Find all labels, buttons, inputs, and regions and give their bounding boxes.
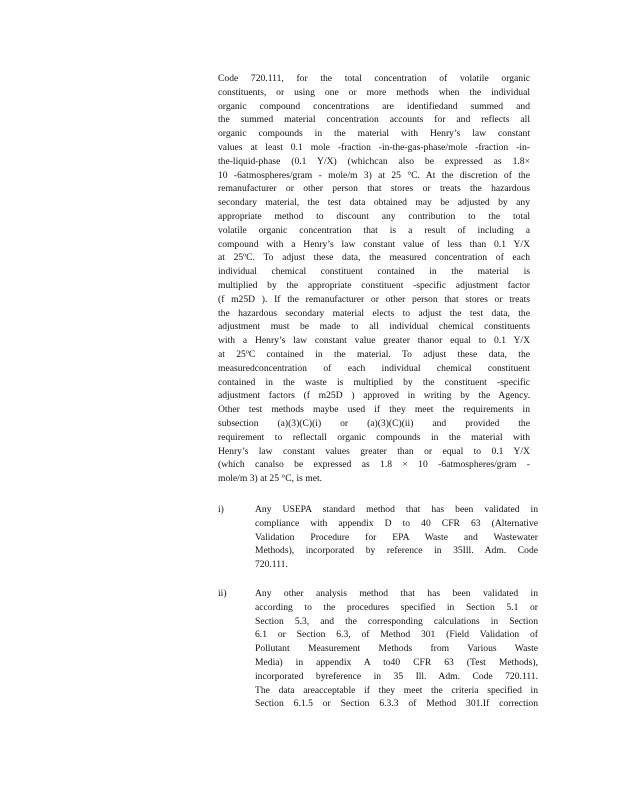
item-line: Section 5.3, and the corresponding calculations in Section (255, 615, 538, 627)
paragraph-line: Other test methods maybe used if they meet the requirements in (218, 404, 530, 416)
paragraph-line: constituents, or using one or more methods when the individual (218, 86, 530, 98)
paragraph-line: at 25ºC. To adjust these data, the measured concentration of each (218, 252, 530, 264)
item-line: Validation Procedure for EPA Waste and Wastewater (255, 531, 538, 543)
list-item-marker: i) (218, 504, 224, 515)
paragraph-line: Henry’s law constant values greater than or equal to 0.1 Y/X (218, 445, 530, 457)
paragraph-line: contained in the waste is multiplied by the constituent -specific (218, 376, 530, 388)
item-line: Any other analysis method that has been validated in (255, 588, 538, 599)
paragraph-line: the summed material concentration accounts for and reflects all (218, 114, 530, 126)
item-line: 720.111. (255, 559, 288, 571)
paragraph-line: multiplied by the appropriate constituent -specific adjustment factor (218, 279, 530, 291)
item-line: Media) in appendix A to40 CFR 63 (Test Methods), (255, 656, 538, 668)
paragraph-line: adjustment factors (f m25D ) approved in writing by the Agency. (218, 390, 530, 402)
item-line: according to the procedures specified in Section 5.1 or (255, 601, 538, 613)
paragraph-line: organic compounds in the material with Henry’s law constant (218, 128, 530, 140)
paragraph-line: subsection (a)(3)(C)(i) or (a)(3)(C)(ii) and provided the (218, 417, 530, 429)
paragraph-line: appropriate method to discount any contribution to the total (218, 210, 530, 222)
list-item-marker: ii) (218, 588, 227, 599)
list-item-body (255, 587, 538, 711)
paragraph-line: requirement to reflectall organic compounds in the material with (218, 431, 530, 443)
paragraph-line: (which canalso be expressed as 1.8 × 10 -6atmospheres/gram - (218, 459, 530, 471)
item-line: 6.1 or Section 6.3, of Method 301 (Field Validation of (255, 629, 538, 641)
paragraph-line: remanufacturer or other person that stores or treats the hazardous (218, 183, 530, 195)
paragraph-line: the-liquid-phase (0.1 Y/X) (whichcan also be expressed as 1.8× (218, 155, 530, 167)
item-line: Methods), incorporated by reference in 35Ill. Adm. Code (255, 545, 538, 557)
list-item-body (255, 503, 538, 572)
paragraph-line: compound with a Henry’s law constant value of less than 0.1 Y/X (218, 238, 530, 250)
paragraph-line: values at least 0.1 mole -fraction -in-the-gas-phase/mole -fraction -in- (218, 141, 530, 153)
paragraph-line: 10 -6atmospheres/gram - mole/m 3) at 25 °C. At the discretion of the (218, 169, 530, 181)
paragraph-line: mole/m 3) at 25 °C, is met. (218, 473, 323, 485)
item-line: Any USEPA standard method that has been validated in (255, 504, 538, 515)
paragraph-line: individual chemical constituent contained in the material is (218, 266, 530, 278)
item-line: Pollutant Measurement Methods from Various Waste (255, 643, 538, 655)
paragraph-line: the hazardous secondary material elects to adjust the test data, the (218, 307, 530, 319)
paragraph-line: secondary material, the test data obtained may be adjusted by any (218, 197, 530, 209)
item-line: compliance with appendix D to 40 CFR 63 (Alternative (255, 517, 538, 529)
paragraph-line: measuredconcentration of each individual chemical constituent (218, 362, 530, 374)
paragraph-line: volatile organic concentration that is a result of including a (218, 224, 530, 236)
main-paragraph (218, 72, 530, 486)
item-line: Section 6.1.5 or Section 6.3.3 of Method 301.If correction (255, 698, 538, 710)
paragraph-line: (f m25D ). If the remanufacturer or other person that stores or treats (218, 293, 530, 305)
paragraph-line: at 25ºC contained in the material. To adjust these data, the (218, 348, 530, 360)
item-line: The data areacceptable if they meet the criteria specified in (255, 684, 538, 696)
paragraph-line: Code 720.111, for the total concentration of volatile organic (218, 73, 530, 84)
paragraph-line: organic compound concentrations are identifiedand summed and (218, 100, 530, 112)
item-line: incorporated byreference in 35 Ill. Adm. Code 720.111. (255, 670, 538, 682)
paragraph-line: adjustment must be made to all individual chemical constituents (218, 321, 530, 333)
paragraph-line: with a Henry’s law constant value greater thanor equal to 0.1 Y/X (218, 335, 530, 347)
